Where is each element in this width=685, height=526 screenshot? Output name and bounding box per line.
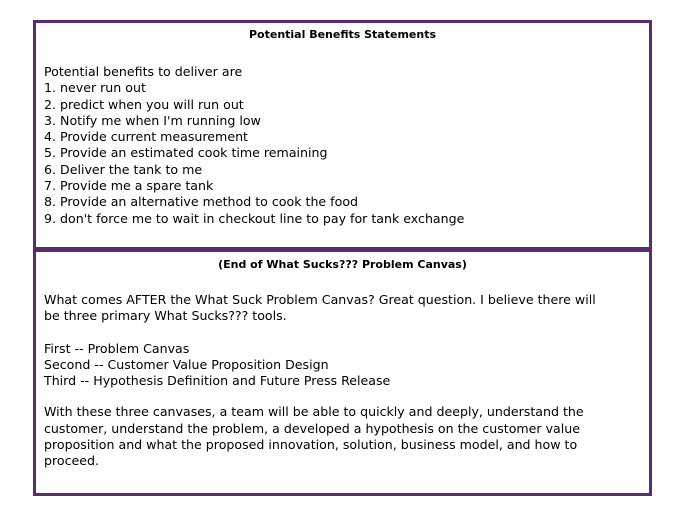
list-item: 9. don't force me to wait in checkout line to pay for tank exchange [44,210,465,226]
canvases-paragraph [44,404,641,469]
paragraph-line: proceed. [44,453,100,469]
list-item: 2. predict when you will run out [44,96,244,112]
paragraph-line: proposition and what the proposed innovation, solution, business model, and how to [44,437,578,453]
list-item: 4. Provide current measurement [44,129,248,145]
tool-item: Third -- Hypothesis Definition and Future Press Release [44,373,391,389]
paragraph-line: With these three canvases, a team will be able to quickly and deeply, understand the [44,404,584,420]
list-item: 7. Provide me a spare tank [44,178,214,194]
tool-item: First -- Problem Canvas [44,340,190,356]
paragraph-line: customer, understand the problem, a developed a hypothesis on the customer value [44,420,580,436]
benefits-list [44,80,641,227]
list-item: 8. Provide an alternative method to cook the food [44,194,359,210]
end-section-heading: (End of What Sucks??? Problem Canvas) [218,258,467,271]
content-frame [33,20,652,496]
benefits-intro: Potential benefits to deliver are [44,64,243,79]
tools-list [44,341,641,390]
list-item: 3. Notify me when I'm running low [44,112,261,128]
tool-item: Second -- Customer Value Proposition Design [44,356,329,372]
list-item: 1. never run out [44,80,146,96]
list-item: 5. Provide an estimated cook time remaining [44,145,328,161]
after-canvas-paragraph [44,292,641,325]
paragraph-line: What comes AFTER the What Suck Problem Canvas? Great question. I believe there will [44,292,596,307]
benefits-section [36,23,649,247]
list-item: 6. Deliver the tank to me [44,161,203,177]
end-section [36,252,649,493]
paragraph-line: be three primary What Sucks??? tools. [44,308,287,324]
benefits-heading: Potential Benefits Statements [248,28,437,41]
